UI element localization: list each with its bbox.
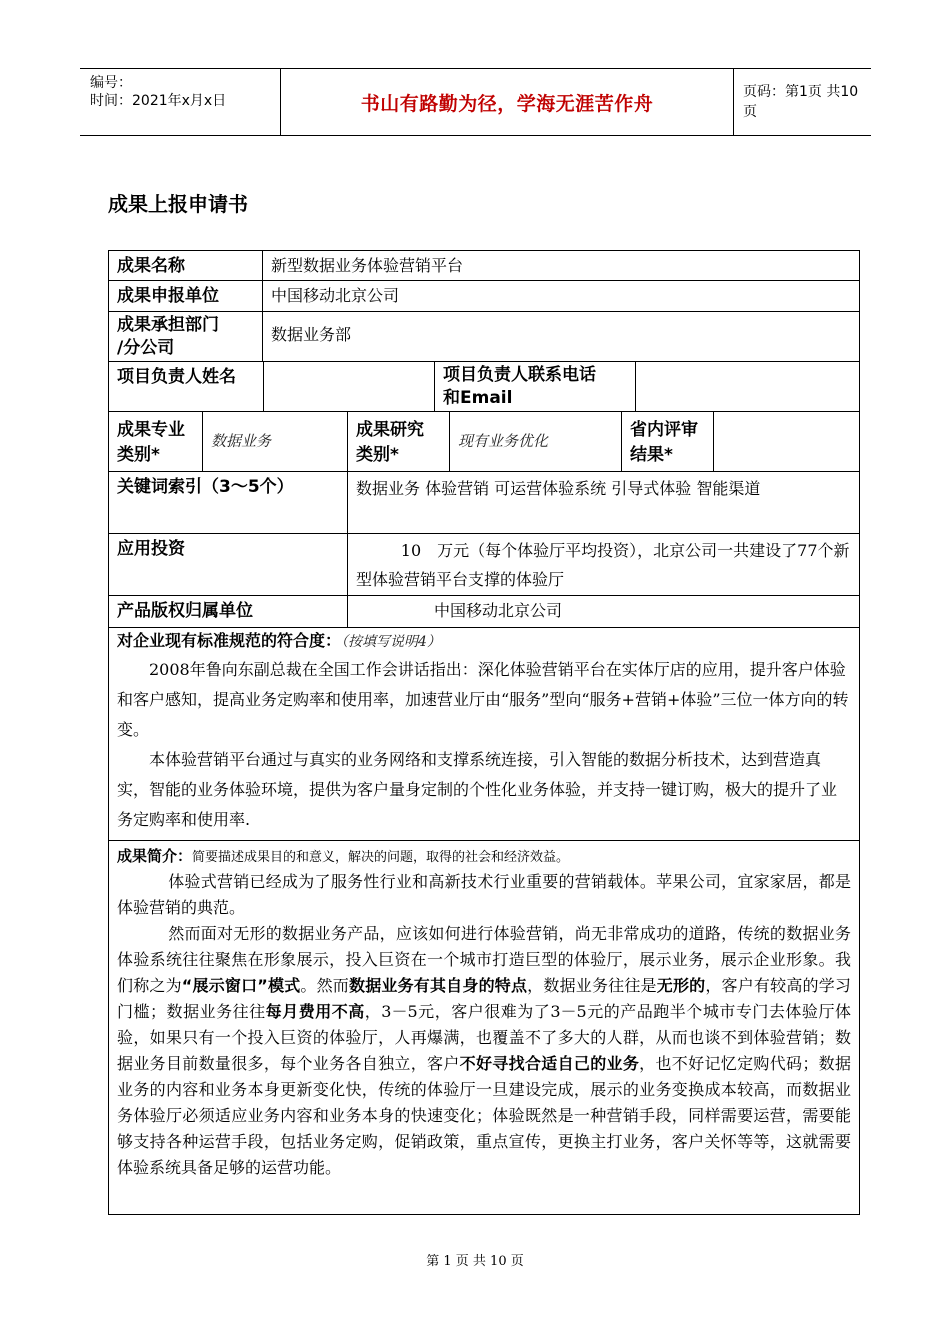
summary-paragraph-2 [117,921,851,1181]
dept-label-line2: /分公司 [117,338,175,358]
dept-label [109,312,263,362]
page-header [80,68,871,136]
time-label: 时间：2021年x月x日 [90,93,227,109]
p2-text-e: ，数据业务往往是 [527,976,657,995]
page-info: 页码：第1页 共10页 [743,84,859,120]
name-value: 新型数据业务体验营销平台 [263,251,859,281]
copyright-label: 产品版权归属单位 [109,596,348,628]
summary-label: 成果简介： [117,847,193,865]
review-value [714,412,859,472]
leader-label: 项目负责人姓名 [109,362,263,412]
research-label [348,412,450,472]
p2-bold-hard-to-find: 不好寻找合适自己的业务 [459,1054,640,1073]
standards-note: （按填写说明4） [341,634,441,650]
unit-label: 成果申报单位 [109,281,263,312]
contact-label-line2: 和Email [443,388,513,408]
research-value: 现有业务优化 [450,412,622,472]
p2-bold-intangible: 无形的 [656,976,706,995]
investment-label: 应用投资 [109,534,348,596]
page-info-cell [733,69,871,135]
unit-value: 中国移动北京公司 [263,281,859,312]
document-title: 成果上报申请书 [108,192,248,216]
dept-value: 数据业务部 [263,312,859,362]
p2-bold-features: 数据业务有其自身的特点 [349,976,528,995]
research-label-line1: 成果研究 [356,420,424,440]
p2-text-i: ，3－5元，客户很难为了3－5元的产品跑半个城市专门去体验厅体验，如果只有一个投入巨资的体验厅，人再爆满，也覆盖不了多大的人群，从而也谈不到体验营销；数据业务目前数量很多，每个业务各自独立，客户 [117,1002,851,1073]
name-label: 成果名称 [109,251,263,281]
p2-text-g: ，客户有较高的学习门槛；数据业务往往 [117,976,851,1021]
leader-value [263,362,435,412]
p2-bold-low-fee: 每月费用不高 [265,1002,365,1021]
summary-desc: 简要描述成果目的和意义，解决的问题，取得的社会和经济效益。 [192,850,570,865]
motto-text: 书山有路勤为径，学海无涯苦作舟 [360,92,654,115]
review-label-line1: 省内评审 [630,420,698,440]
investment-value: 10 万元（每个体验厅平均投资），北京公司一共建设了77个新型体验营销平台支撑的体验厅 [348,534,859,596]
major-value: 数据业务 [203,412,348,472]
copyright-value: 中国移动北京公司 [348,596,859,628]
dept-label-line1: 成果承担部门 [117,315,219,335]
research-label-line2: 类别* [356,445,399,465]
review-label-line2: 结果* [630,445,673,465]
page-footer: 第 1 页 共 10 页 [426,1254,524,1269]
standards-label: 对企业现有标准规范的符合度： [117,631,342,650]
standards-section [109,628,859,841]
summary-paragraph-1: 体验式营销已经成为了服务性行业和高新技术行业重要的营销载体。苹果公司，宜家家居，都是体验营销的典范。 [117,872,851,917]
p2-text-a: 然而面对无形的数据业务产品，应该如何进行体验营销，尚无非常成功的道路，传统的数据业务体验系统往往聚焦在形象展示，投入巨资在一个城市打造巨型的体验厅，展示业务，展示企业形象。我们称之为 [117,924,851,995]
major-label [109,412,203,472]
p2-text-c: 。然而 [300,976,349,995]
header-meta [80,69,280,135]
application-form [108,250,860,1215]
contact-value [636,362,859,412]
contact-label [435,362,636,412]
p2-text-k: ，也不好记忆定购代码；数据业务的内容和业务本身更新变化快，传统的体验厅一旦建设完成，展示的业务变换成本较高，而数据业务体验厅必须适应业务内容和业务本身的快速变化；体验既然是一种营销手段，同样需要运营，需要能够支持各种运营手段，包括业务定购，促销政策，重点宣传，更换主打业务，客户关怀等等，这就需要体验系统具备足够的运营功能。 [117,1054,851,1177]
summary-section [109,841,859,1214]
p2-bold-showcase: “展示窗口”模式 [181,976,301,995]
contact-label-line1: 项目负责人联系电话 [443,365,596,385]
keywords-value: 数据业务 体验营销 可运营体验系统 引导式体验 智能渠道 [348,472,859,534]
number-label: 编号： [90,75,132,91]
review-label [622,412,714,472]
standards-paragraph-1: 2008年鲁向东副总裁在全国工作会讲话指出：深化体验营销平台在实体厅店的应用，提升客户体验和客户感知，提高业务定购率和使用率，加速营业厅由“服务”型向“服务+营销+体验”三位一体方向的转变。 [117,660,849,739]
major-label-line2: 类别* [117,445,160,465]
major-label-line1: 成果专业 [117,420,185,440]
keywords-label: 关键词索引（3～5个） [109,472,348,534]
motto-cell [280,69,734,135]
standards-paragraph-2: 本体验营销平台通过与真实的业务网络和支撑系统连接，引入智能的数据分析技术，达到营造真实，智能的业务体验环境，提供为客户量身定制的个性化业务体验，并支持一键订购，极大的提升了业务定购率和使用率. [117,750,838,829]
